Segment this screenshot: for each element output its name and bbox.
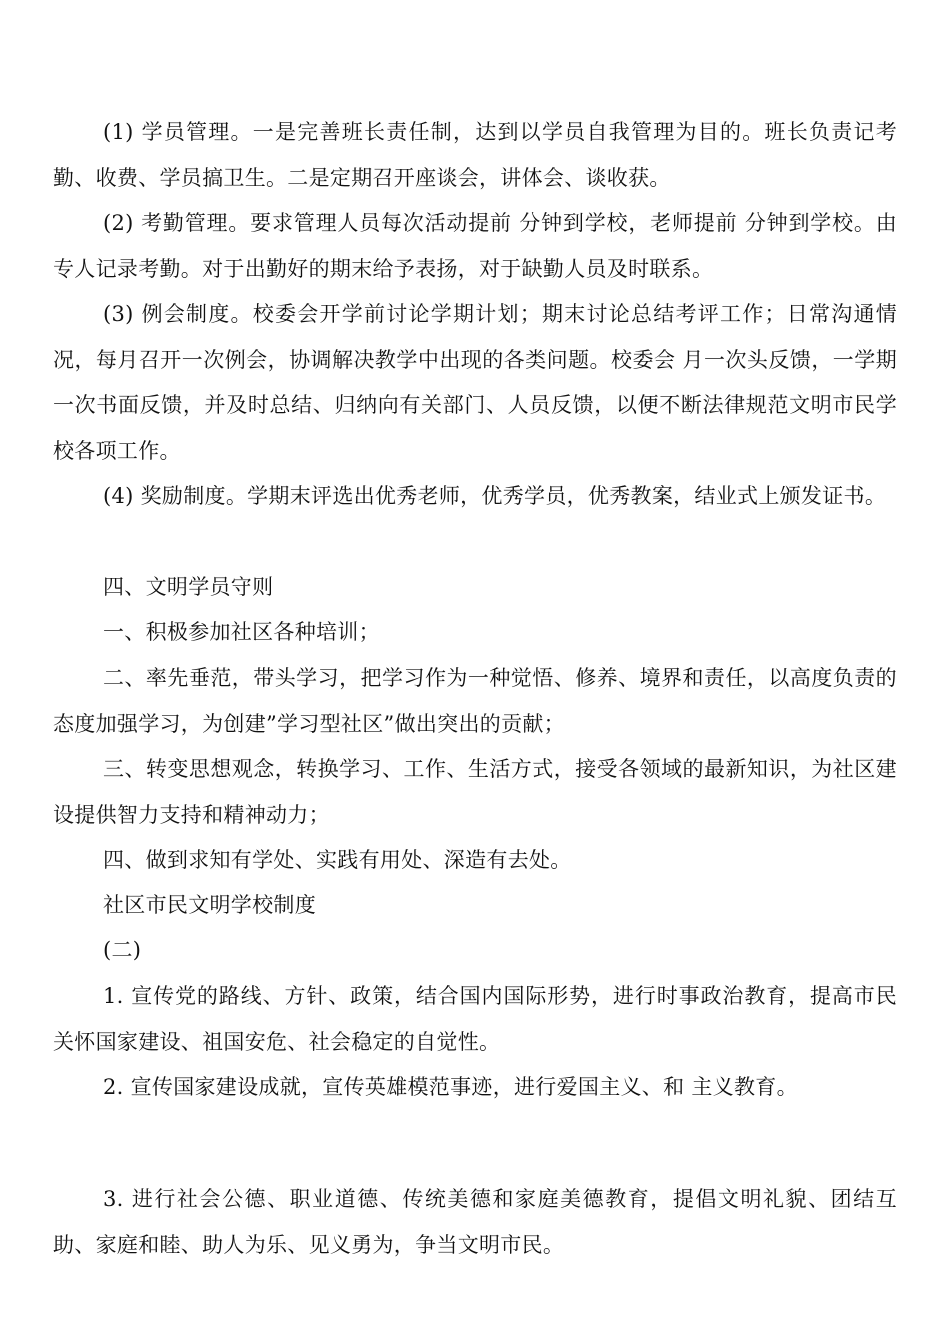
paragraph-meeting-system: (3) 例会制度。校委会开学前讨论学期计划；期末讨论总结考评工作；日常沟通情况，每月召开一次例会，协调解决教学中出现的各类问题。校委会 月一次头反馈，一学期一次书面反馈，并及时总结、归纳向有关部门、人员反馈，以便不断法律规范文明市民学校各项工作。 <box>53 302 897 463</box>
paragraph-reward-system: (4) 奖励制度。学期末评选出优秀老师，优秀学员，优秀教案，结业式上颁发证书。 <box>103 484 887 508</box>
rule-item-4: 四、做到求知有学处、实践有用处、深造有去处。 <box>103 848 572 872</box>
subsection-label-two: (二) <box>103 938 142 962</box>
section-heading-student-code: 四、文明学员守则 <box>103 575 274 599</box>
section-heading-school-system: 社区市民文明学校制度 <box>103 893 316 917</box>
paragraph-attendance-management: (2) 考勤管理。要求管理人员每次活动提前 分钟到学校，老师提前 分钟到学校。由专人记录考勤。对于出勤好的期末给予表扬，对于缺勤人员及时联系。 <box>53 211 897 281</box>
list-item-1: 1. 宣传党的路线、方针、政策，结合国内国际形势，进行时事政治教育，提高市民关怀国家建设、祖国安危、社会稳定的自觉性。 <box>53 984 897 1054</box>
list-item-3: 3. 进行社会公德、职业道德、传统美德和家庭美德教育，提倡文明礼貌、团结互助、家庭和睦、助人为乐、见义勇为，争当文明市民。 <box>53 1187 897 1257</box>
rule-item-1: 一、积极参加社区各种培训； <box>103 620 380 644</box>
rule-item-3: 三、转变思想观念，转换学习、工作、生活方式，接受各领域的最新知识，为社区建设提供智力支持和精神动力； <box>53 757 897 827</box>
rule-item-2: 二、率先垂范，带头学习，把学习作为一种觉悟、修养、境界和责任，以高度负责的态度加强学习，为创建”学习型社区”做出突出的贡献； <box>53 666 897 736</box>
list-item-2: 2. 宣传国家建设成就，宣传英雄模范事迹，进行爱国主义、和 主义教育。 <box>103 1075 798 1099</box>
paragraph-student-management: (1) 学员管理。一是完善班长责任制，达到以学员自我管理为目的。班长负责记考勤、收费、学员搞卫生。二是定期召开座谈会，讲体会、谈收获。 <box>53 120 897 190</box>
